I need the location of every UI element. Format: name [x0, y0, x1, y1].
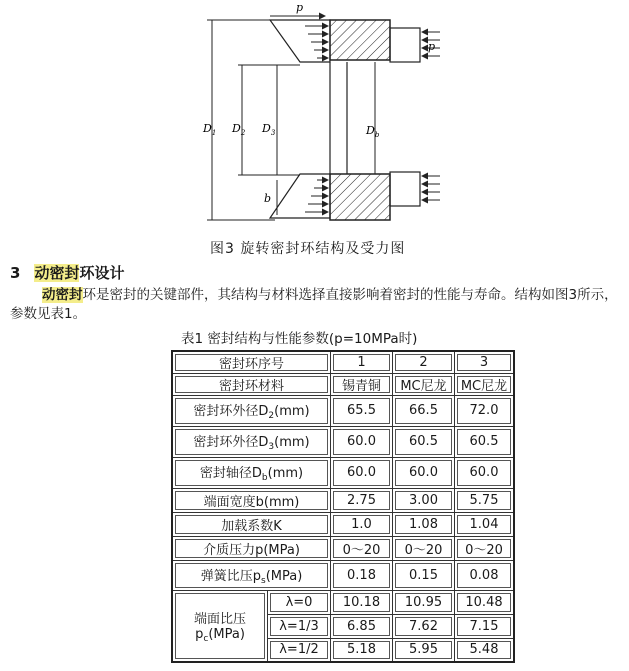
table-row: [172, 373, 514, 395]
section-title-highlight: 动密封: [34, 264, 80, 282]
table-row: [172, 560, 514, 590]
ring-section-top: [330, 20, 390, 60]
dim-Db-label: $D_b$: [366, 124, 380, 139]
table-cell: 0.08: [455, 560, 515, 590]
section-heading: [10, 262, 124, 283]
row-label: 密封环材料: [172, 373, 331, 395]
group-label: 端面比压 $p_c(MPa)$: [172, 590, 268, 662]
table-row: [172, 488, 514, 512]
housing-block-top: [390, 28, 420, 62]
row-label: 密封环外径$D_2(mm)$: [172, 395, 331, 426]
section-title-rest: 环设计: [79, 264, 125, 282]
table-cell: 60.0: [331, 426, 393, 457]
seal-ring-figure: [0, 0, 629, 240]
table-row: [172, 512, 514, 536]
table-cell: 锡青铜: [331, 373, 393, 395]
table-cell: 5.18: [331, 638, 393, 662]
dim-D1-label: $D_1$: [203, 122, 217, 137]
row-label: 介质压力p(MPa): [172, 536, 331, 560]
table-row: [172, 536, 514, 560]
p-top-label: p: [296, 1, 304, 14]
table-cell: 1: [331, 351, 393, 373]
table-cell: 3.00: [393, 488, 455, 512]
table-cell: 5.95: [393, 638, 455, 662]
table-cell: 60.0: [393, 457, 455, 488]
table-cell: 7.62: [393, 614, 455, 638]
table-cell: 0～20: [455, 536, 515, 560]
table-caption: 表1 密封结构与性能参数(p=10MPa时): [181, 331, 418, 347]
table-cell: 3: [455, 351, 515, 373]
table-cell: MC尼龙: [393, 373, 455, 395]
dim-D2-label: $D_2$: [232, 122, 246, 137]
table-cell: 5.48: [455, 638, 515, 662]
table-cell: 2: [393, 351, 455, 373]
table-cell: 1.0: [331, 512, 393, 536]
table-cell: 7.15: [455, 614, 515, 638]
row-label: 密封轴径$D_b(mm)$: [172, 457, 331, 488]
lambda-label: λ=1/2: [268, 638, 331, 662]
row-label: 密封环序号: [172, 351, 331, 373]
table-row: [172, 395, 514, 426]
table-cell: 1.04: [455, 512, 515, 536]
table-row: [172, 457, 514, 488]
lambda-label: λ=0: [268, 590, 331, 614]
paragraph-text: 环是密封的关键部件，其结构与材料选择直接影响着密封的性能与寿命。结构如图3所示，参数见表1。: [10, 287, 618, 322]
table-cell: 5.75: [455, 488, 515, 512]
row-label: 弹簧比压$p_s(MPa)$: [172, 560, 331, 590]
row-label: 密封环外径$D_3(mm)$: [172, 426, 331, 457]
table-cell: MC尼龙: [455, 373, 515, 395]
paragraph-highlight: 动密封: [42, 287, 83, 303]
dim-D3-label: $D_3$: [262, 122, 276, 137]
table-row: [172, 351, 514, 373]
dim-b-label: b: [264, 192, 272, 205]
table-cell: 0～20: [331, 536, 393, 560]
figure-caption: 图3 旋转密封环结构及受力图: [210, 241, 406, 257]
table-cell: 10.95: [393, 590, 455, 614]
table-cell: 10.18: [331, 590, 393, 614]
table-cell: 1.08: [393, 512, 455, 536]
table-row: [172, 426, 514, 457]
p-right-label: p: [428, 40, 436, 53]
table-cell: 60.0: [331, 457, 393, 488]
table-cell: 0～20: [393, 536, 455, 560]
row-label: 加载系数K: [172, 512, 331, 536]
table-cell: 60.5: [393, 426, 455, 457]
ring-section-bottom: [330, 174, 390, 220]
body-paragraph: [10, 286, 622, 324]
table-cell: 72.0: [455, 395, 515, 426]
table-cell: 60.0: [455, 457, 515, 488]
table-cell: 65.5: [331, 395, 393, 426]
table-cell: 6.85: [331, 614, 393, 638]
lambda-label: λ=1/3: [268, 614, 331, 638]
row-label: 端面宽度b(mm): [172, 488, 331, 512]
table-cell: 66.5: [393, 395, 455, 426]
table-row: [172, 590, 514, 614]
housing-block-bottom: [390, 172, 420, 206]
table-cell: 60.5: [455, 426, 515, 457]
table-cell: 0.18: [331, 560, 393, 590]
parameter-table: [171, 350, 515, 663]
table-cell: 0.15: [393, 560, 455, 590]
table-cell: 10.48: [455, 590, 515, 614]
section-number: 3: [10, 264, 21, 282]
table-cell: 2.75: [331, 488, 393, 512]
